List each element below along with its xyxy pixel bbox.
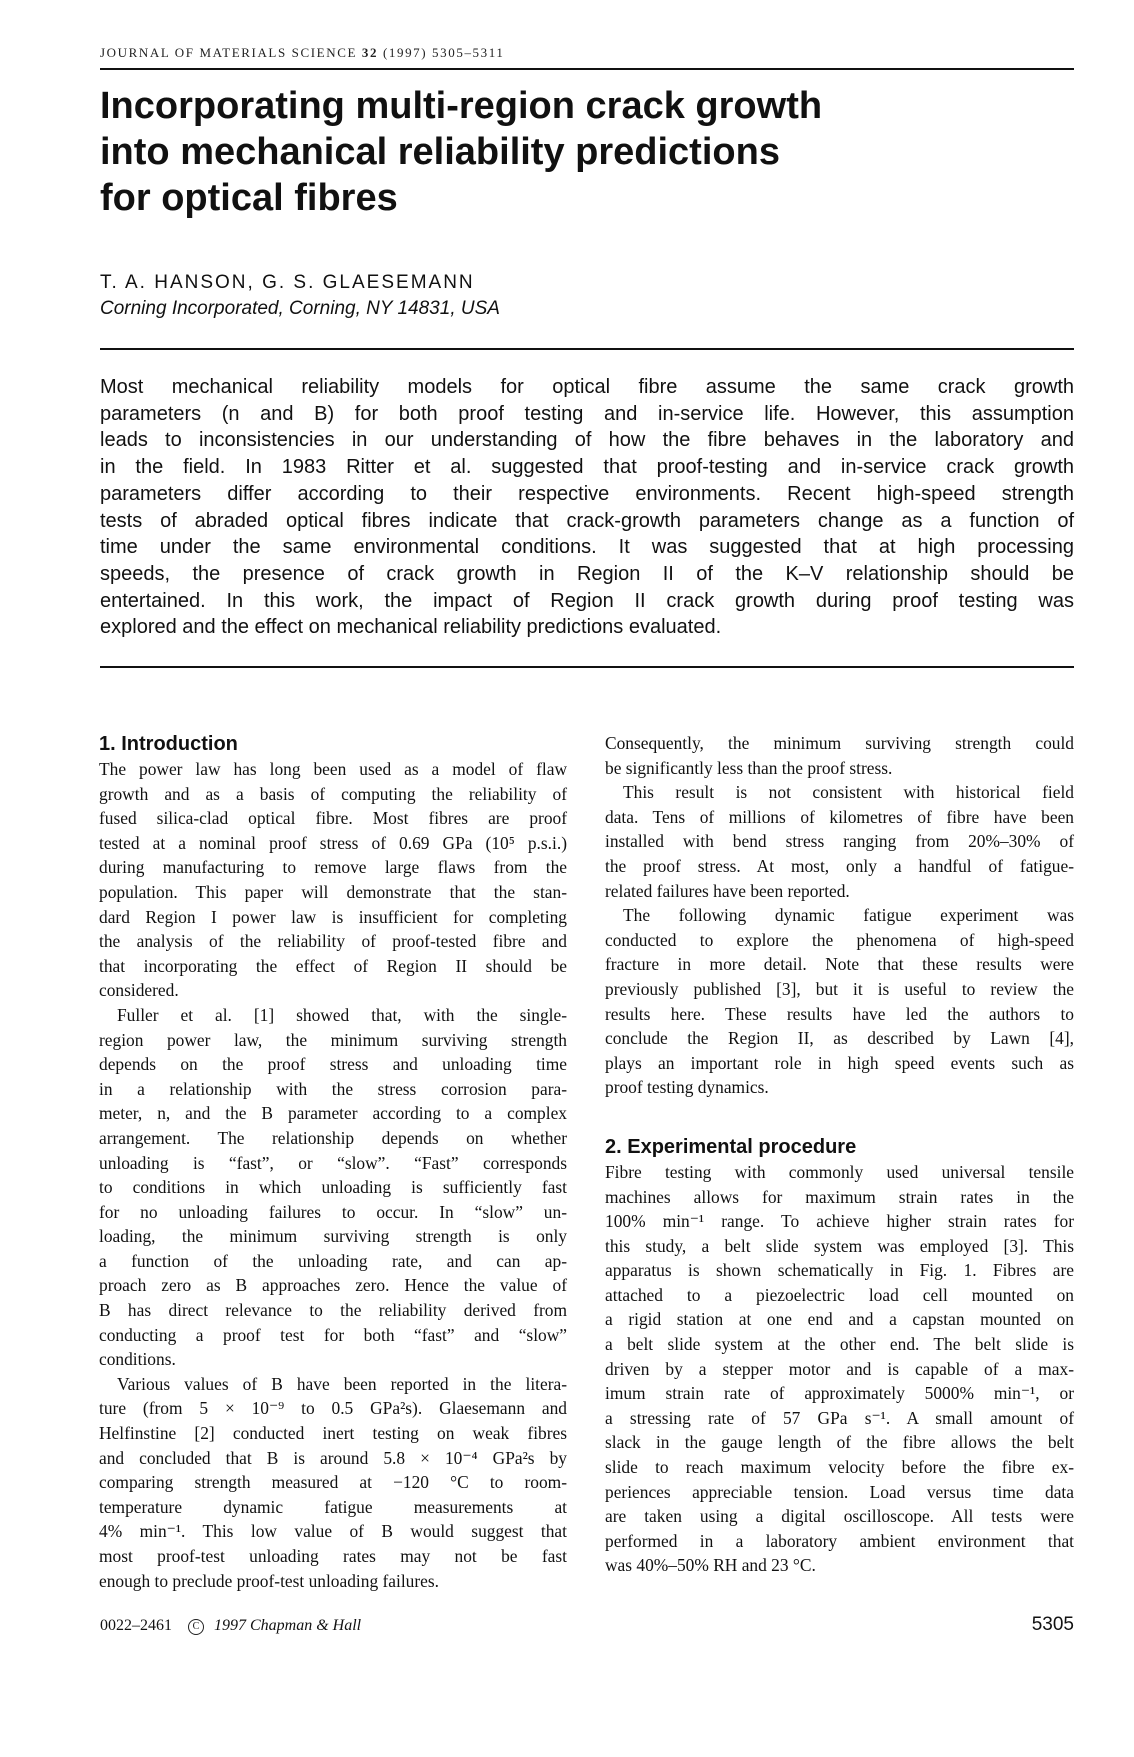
authors: T. A. HANSON, G. S. GLAESEMANN — [100, 272, 475, 293]
text-line: for no unloading failures to occur. In “slow” un- — [99, 1201, 567, 1222]
text-line: plays an important role in high speed events such as — [605, 1052, 1074, 1073]
abstract-line: parameters differ according to their respective environments. Recent high-speed strength — [100, 482, 1074, 505]
experimental-body — [605, 1160, 1074, 1578]
text-line: 4% min⁻¹. This low value of B would suggest that — [99, 1521, 567, 1542]
text-line: attached to a piezoelectric load cell mounted on — [605, 1284, 1074, 1305]
abstract-line: in the field. In 1983 Ritter et al. suggested that proof-testing and in-service crack growth — [100, 456, 1074, 479]
text-line: meter, n, and the B parameter according to a complex — [99, 1103, 567, 1124]
text-line: ture (from 5 × 10⁻⁹ to 0.5 GPa²s). Glaesemann and — [99, 1398, 567, 1419]
left-column — [99, 731, 567, 1593]
section-heading-experimental: 2. Experimental procedure — [605, 1135, 857, 1158]
introduction-continued — [605, 731, 1074, 1100]
text-line: population. This paper will demonstrate that the stan- — [99, 881, 567, 902]
text-line: B has direct relevance to the reliability derived from — [99, 1300, 567, 1321]
text-line: comparing strength measured at −120 °C to room- — [99, 1472, 567, 1493]
journal-year-pages: (1997) 5305–5311 — [382, 45, 505, 60]
text-line: conducting a proof test for both “fast” and “slow” — [99, 1324, 567, 1345]
right-column — [605, 731, 1074, 1578]
text-line: growth and as a basis of computing the reliability of — [99, 783, 567, 804]
text-line: Fibre testing with commonly used universal tensile — [605, 1161, 1074, 1182]
text-line: slide to reach maximum velocity before the fibre ex- — [605, 1457, 1074, 1478]
journal-header — [100, 45, 504, 61]
text-line: most proof-test unloading rates may not be fast — [99, 1546, 567, 1566]
publisher: 1997 Chapman & Hall — [214, 1617, 362, 1634]
text-line: performed in a laboratory ambient environment that — [605, 1530, 1074, 1551]
text-line: loading, the minimum surviving strength is only — [99, 1226, 567, 1247]
text-line: are taken using a digital oscilloscope. All tests were — [605, 1506, 1074, 1527]
text-line: dard Region I power law is insufficient for completing — [99, 906, 567, 927]
text-line: during manufacturing to remove large flaws from the — [99, 857, 567, 878]
abstract — [100, 374, 1074, 641]
text-line: a rigid station at one end and a capstan mounted on — [605, 1309, 1074, 1330]
text-line: be significantly less than the proof stress. — [605, 757, 893, 778]
text-line: The power law has long been used as a model of flaw — [99, 759, 567, 779]
text-line: driven by a stepper motor and is capable of a max- — [605, 1358, 1074, 1379]
text-line: to conditions in which unloading is sufficiently fast — [99, 1177, 567, 1198]
text-line: arrangement. The relationship depends on whether — [99, 1127, 567, 1148]
text-line: enough to preclude proof-test unloading failures. — [99, 1570, 439, 1591]
text-line: fracture in more detail. Note that these results were — [605, 954, 1074, 975]
text-line: This result is not consistent with historical field — [623, 782, 1074, 803]
abstract-line: tests of abraded optical fibres indicate that crack-growth parameters change as a function of — [100, 509, 1074, 532]
text-line: periences appreciable tension. Load versus time data — [605, 1481, 1074, 1502]
text-line: this study, a belt slide system was employed [3]. This — [605, 1235, 1074, 1256]
text-line: imum strain rate of approximately 5000% min⁻¹, or — [605, 1383, 1074, 1404]
paper-title — [100, 83, 1000, 221]
abstract-top-rule — [100, 348, 1074, 350]
copyright-icon: C — [188, 1619, 204, 1635]
text-line: considered. — [99, 980, 179, 1001]
text-line: a belt slide system at the other end. The belt slide is — [605, 1334, 1074, 1355]
text-line: region power law, the minimum surviving strength — [99, 1029, 567, 1050]
text-line: data. Tens of millions of kilometres of fibre have been — [605, 806, 1074, 827]
text-line: Fuller et al. [1] showed that, with the single- — [117, 1004, 567, 1025]
text-line: in a relationship with the stress corrosion para- — [99, 1078, 567, 1099]
text-line: installed with bend stress ranging from 20%–30% of — [605, 831, 1074, 852]
text-line: slack in the gauge length of the fibre allows the belt — [605, 1432, 1074, 1453]
text-line: a stressing rate of 57 GPa s⁻¹. A small amount of — [605, 1407, 1074, 1428]
text-line: related failures have been reported. — [605, 880, 850, 901]
text-line: apparatus is shown schematically in Fig. 1. Fibres are — [605, 1260, 1074, 1281]
abstract-bottom-rule — [100, 666, 1074, 668]
text-line: conditions. — [99, 1349, 176, 1370]
text-line: proach zero as B approaches zero. Hence the value of — [99, 1275, 567, 1296]
text-line: the proof stress. At most, only a handful of fatigue- — [605, 855, 1074, 876]
title-line: into mechanical reliability predictions — [100, 131, 780, 173]
introduction-body — [99, 757, 567, 1593]
text-line: the analysis of the reliability of proof-tested fibre and — [99, 931, 567, 952]
abstract-line: explored and the effect on mechanical reliability predictions evaluated. — [100, 616, 722, 639]
title-line: Incorporating multi-region crack growth — [100, 85, 823, 127]
text-line: and concluded that B is around 5.8 × 10⁻⁴ GPa²s by — [99, 1447, 567, 1468]
affiliation: Corning Incorporated, Corning, NY 14831, USA — [100, 298, 500, 319]
issn: 0022–2461 — [100, 1617, 172, 1634]
text-line: previously published [3], but it is useful to review the — [605, 978, 1074, 999]
text-line: that incorporating the effect of Region II should be — [99, 955, 567, 976]
text-line: depends on the proof stress and unloading time — [99, 1054, 567, 1075]
text-line: Consequently, the minimum surviving strength could — [605, 733, 1074, 753]
abstract-line: Most mechanical reliability models for optical fibre assume the same crack growth — [100, 376, 1074, 398]
abstract-line: parameters (n and B) for both proof testing and in-service life. However, this assumption — [100, 402, 1074, 425]
text-line: results here. These results have led the authors to — [605, 1003, 1074, 1024]
text-line: 100% min⁻¹ range. To achieve higher strain rates for — [605, 1211, 1074, 1232]
footer-copyright — [100, 1617, 361, 1635]
text-line: a function of the unloading rate, and can ap- — [99, 1250, 567, 1271]
page-number: 5305 — [1031, 1614, 1074, 1635]
text-line: temperature dynamic fatigue measurements at — [99, 1496, 567, 1517]
abstract-line: time under the same environmental conditions. It was suggested that at high processing — [100, 536, 1074, 559]
text-line: machines allows for maximum strain rates in the — [605, 1186, 1074, 1207]
text-line: conclude the Region II, as described by Lawn [4], — [605, 1028, 1074, 1049]
text-line: proof testing dynamics. — [605, 1077, 769, 1098]
title-line: for optical fibres — [100, 177, 398, 219]
text-line: conducted to explore the phenomena of high-speed — [605, 929, 1074, 950]
journal-name: JOURNAL OF MATERIALS SCIENCE — [100, 45, 358, 60]
section-heading-introduction: 1. Introduction — [99, 733, 238, 755]
journal-volume: 32 — [361, 45, 379, 60]
text-line: fused silica-clad optical fibre. Most fibres are proof — [99, 808, 567, 829]
text-line: was 40%–50% RH and 23 °C. — [605, 1555, 816, 1576]
text-line: tested at a nominal proof stress of 0.69 GPa (10⁵ p.s.i.) — [99, 832, 567, 853]
text-line: Helfinstine [2] conducted inert testing on weak fibres — [99, 1423, 567, 1444]
text-line: unloading is “fast”, or “slow”. “Fast” corresponds — [99, 1152, 567, 1173]
abstract-line: entertained. In this work, the impact of Region II crack growth during proof testing was — [100, 589, 1074, 612]
header-rule — [100, 68, 1074, 70]
text-line: Various values of B have been reported in the litera- — [117, 1373, 567, 1394]
text-line: The following dynamic fatigue experiment was — [623, 905, 1074, 926]
abstract-line: leads to inconsistencies in our understanding of how the fibre behaves in the laboratory and — [100, 429, 1074, 452]
abstract-line: speeds, the presence of crack growth in Region II of the K–V relationship should be — [100, 562, 1074, 585]
